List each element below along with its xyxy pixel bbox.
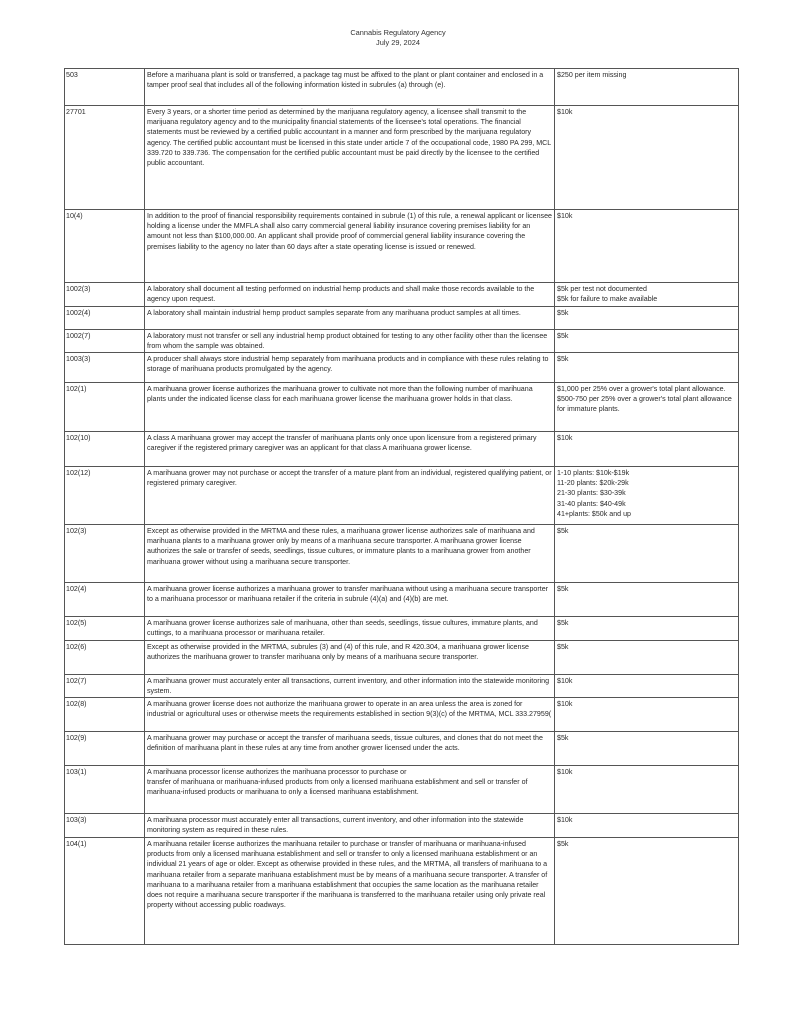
rule-text: A marihuana grower must accurately enter all transactions, current inventory, and other information into the statewide monitoring system. [145,675,555,698]
rule-text: Every 3 years, or a shorter time period as determined by the marijuana regulatory agency, a licensee shall transmit to the marijuana regulatory agency and to the municipality financial statements of the licensee's total operations. The financial statements must be reviewed by a certified public accountant in a manner and form prescribed by the marijuana regulatory agency. The certified public accountant must be licensed in this state under article 7 of the occupational code, 1980 PA 299, MCL 339.720 to 339.736. The compensation for the certified public accountant must be paid directly by the licensee to the certified public accountant. [145,106,555,210]
rule-section: 102(4) [65,583,145,617]
fines-table [64,68,739,945]
rule-text: A marihuana grower license authorizes sale of marihuana, other than seeds, seedlings, tissue cultures, immature plants, and cuttings, to a marihuana processor or marihuana retailer. [145,617,555,641]
rule-section: 102(6) [65,641,145,675]
fine-line: $5k [557,332,569,340]
rule-text: A class A marihuana grower may accept the transfer of marihuana plants only once upon licensure from a registered primary caregiver if the registered primary caregiver was an applicant for that class A marihuana grower license. [145,432,555,467]
table-row [65,732,739,766]
fine-line: $500-750 per 25% over a grower's total plant allowance for immature plants. [557,395,732,414]
fine-line: $5k [557,309,569,317]
rule-section: 102(10) [65,432,145,467]
table-row [65,814,739,838]
fine-line: $10k [557,212,573,220]
rule-section: 1002(3) [65,283,145,307]
fine-line: 11-20 plants: $20k-29k [557,479,629,488]
rule-text: A marihuana processor license authorizes the marihuana processor to purchase or transfer of marihuana or marihuana-infused products from only a licensed marihuana establishment and sell or transfer of marihuana-infused products or marihuana to only a licensed marihuana establishment. [145,766,555,814]
table-row [65,432,739,467]
table-row [65,675,739,698]
fine-amount [555,307,739,330]
rule-section: 102(7) [65,675,145,698]
rule-text: A marihuana grower license does not authorize the marihuana grower to operate in an area unless the area is zoned for industrial or agricultural uses or otherwise meets the requirements established in section 9(3)(c) of the MRTMA, MCL 333.27959( [145,698,555,732]
rule-section: 104(1) [65,838,145,945]
rule-text: A marihuana retailer license authorizes the marihuana retailer to purchase or transfer of marihuana or marihuana-infused products from only a licensed marihuana establishment and sell or transfer to only a licensed marihuana establishment or an individual 21 years of age or older. Except as otherwise provided in these rules, and the MRTMA, all transfers of marihuana to a marihuana retailer from a separate marihuana establishment must be by means of a marihuana secure transporter. A transfer of marihuana to a marihuana retailer from a marihuana establishment that occupies the same location as the marihuana retailer does not require a marihuana secure transporter if the marihuana is transferred to the marihuana retailer using only private real property without accessing public roadways. [145,838,555,945]
fine-line: $10k [557,434,573,442]
rule-section: 102(9) [65,732,145,766]
rule-text: Except as otherwise provided in the MRTMA and these rules, a marihuana grower license authorizes sale of marihuana and marihuana plants to a marihuana grower only by means of a marihuana secure transporter. A marihuana grower license authorizes the sale or transfer of seeds, seedlings, tissue cultures, or immature plants to a marihuana grower from another marihuana grower without using a marihuana secure transporter. [145,525,555,583]
fine-amount [555,698,739,732]
rule-text: Before a marihuana plant is sold or transferred, a package tag must be affixed to the plant or plant container and enclosed in a tamper proof seal that includes all of the following information kisted in subrules (a) through (e). [145,69,555,106]
fine-amount [555,838,739,945]
table-row [65,69,739,106]
rule-text: A marihuana grower may purchase or accept the transfer of marihuana seeds, tissue cultures, and clones that do not meet the definition of marihuana plant in these rules at any time from another grower licensed under the acts. [145,732,555,766]
fine-line: 31-40 plants: $40-49k [557,499,626,508]
table-row [65,838,739,945]
table-row [65,353,739,383]
fine-line: $5k [557,527,569,535]
table-row [65,698,739,732]
rule-section: 103(1) [65,766,145,814]
fine-line: $5k [557,643,569,651]
document-date: July 29, 2024 [376,38,420,47]
fine-amount [555,330,739,353]
rule-section: 102(5) [65,617,145,641]
rule-text: A marihuana grower license authorizes the marihuana grower to cultivate not more than the following number of marihuana plants under the indicated license class for each marihuana grower license the marihuana grower holds in that class. [145,383,555,432]
document-header [0,28,796,48]
fine-amount [555,583,739,617]
fine-amount [555,467,739,525]
fine-line: $250 per item missing [557,71,627,79]
fine-amount [555,69,739,106]
rule-section: 103(3) [65,814,145,838]
fine-amount [555,106,739,210]
fine-line: $5k [557,840,569,848]
rule-text: In addition to the proof of financial responsibility requirements contained in subrule (1) of this rule, a renewal applicant or licensee holding a license under the MMFLA shall also carry commercial general liability insurance covering premises liability for an amount not less than $100,000.00. An applicant shall provide proof of commercial general liability insurance covering the premises liability to the agency no later than 60 days after a state operating license is issued or renewed. [145,210,555,283]
rule-section: 102(12) [65,467,145,525]
rule-section: 102(8) [65,698,145,732]
rule-section: 10(4) [65,210,145,283]
fine-amount [555,675,739,698]
table-row [65,583,739,617]
table-row [65,106,739,210]
rule-text: A laboratory shall maintain industrial hemp product samples separate from any marihuana product samples at all times. [145,307,555,330]
table-row [65,617,739,641]
fine-amount [555,383,739,432]
fine-line: 1-10 plants: $10k-$19k [557,469,630,477]
fine-amount [555,641,739,675]
rule-section: 102(1) [65,383,145,432]
table-row [65,467,739,525]
fine-amount [555,732,739,766]
fine-amount [555,353,739,383]
rule-section: 1003(3) [65,353,145,383]
rule-section: 27701 [65,106,145,210]
rule-text: A marihuana grower may not purchase or accept the transfer of a mature plant from an individual, registered qualifying patient, or registered primary caregiver. [145,467,555,525]
table-row [65,766,739,814]
fine-amount [555,766,739,814]
rule-section: 102(3) [65,525,145,583]
fine-amount [555,432,739,467]
fine-line: $10k [557,816,573,824]
fine-amount [555,814,739,838]
fine-line: $5k per test not documented [557,285,647,293]
fine-line: $5k [557,355,569,363]
fine-amount [555,525,739,583]
table-row [65,307,739,330]
table-row [65,210,739,283]
rule-text: A laboratory must not transfer or sell any industrial hemp product obtained for testing to any other facility other than the licensee from whom the sample was obtained. [145,330,555,353]
rule-text: A laboratory shall document all testing performed on industrial hemp products and shall make those records available to the agency upon request. [145,283,555,307]
fine-line: $10k [557,700,573,708]
fine-line: $1,000 per 25% over a grower's total plant allowance. [557,385,726,393]
fine-line: $5k [557,585,569,593]
rule-section: 503 [65,69,145,106]
fine-line: 21-30 plants: $30-39k [557,489,626,498]
rule-text: Except as otherwise provided in the MRTMA, subrules (3) and (4) of this rule, and R 420.304, a marihuana grower license authorizes the marihuana grower to transfer marihuana only by means of a marihuana secure transporter. [145,641,555,675]
fine-line: $10k [557,768,573,776]
fine-line: $5k [557,734,569,742]
fine-amount [555,283,739,307]
agency-name: Cannabis Regulatory Agency [350,28,446,37]
rule-section: 1002(4) [65,307,145,330]
table-row [65,383,739,432]
fine-line: $10k [557,677,573,685]
rule-text: A producer shall always store industrial hemp separately from marihuana products and in compliance with these rules relating to storage of marihuana products promulgated by the agency. [145,353,555,383]
fine-amount [555,617,739,641]
fine-line: $5k [557,619,569,627]
table-row [65,641,739,675]
rule-section: 1002(7) [65,330,145,353]
table-row [65,330,739,353]
rule-text: A marihuana grower license authorizes a marihuana grower to transfer marihuana without using a marihuana secure transporter to a marihuana processor or marihuana retailer if the criteria in subrule (4)(a) and (4)(b) are met. [145,583,555,617]
fine-line: $5k for failure to make available [557,295,658,304]
table-row [65,525,739,583]
rule-text: A marihuana processor must accurately enter all transactions, current inventory, and other information into the statewide monitoring system as required in these rules. [145,814,555,838]
table-row [65,283,739,307]
fine-amount [555,210,739,283]
fine-line: 41+plants: $50k and up [557,509,631,518]
fine-line: $10k [557,108,573,116]
